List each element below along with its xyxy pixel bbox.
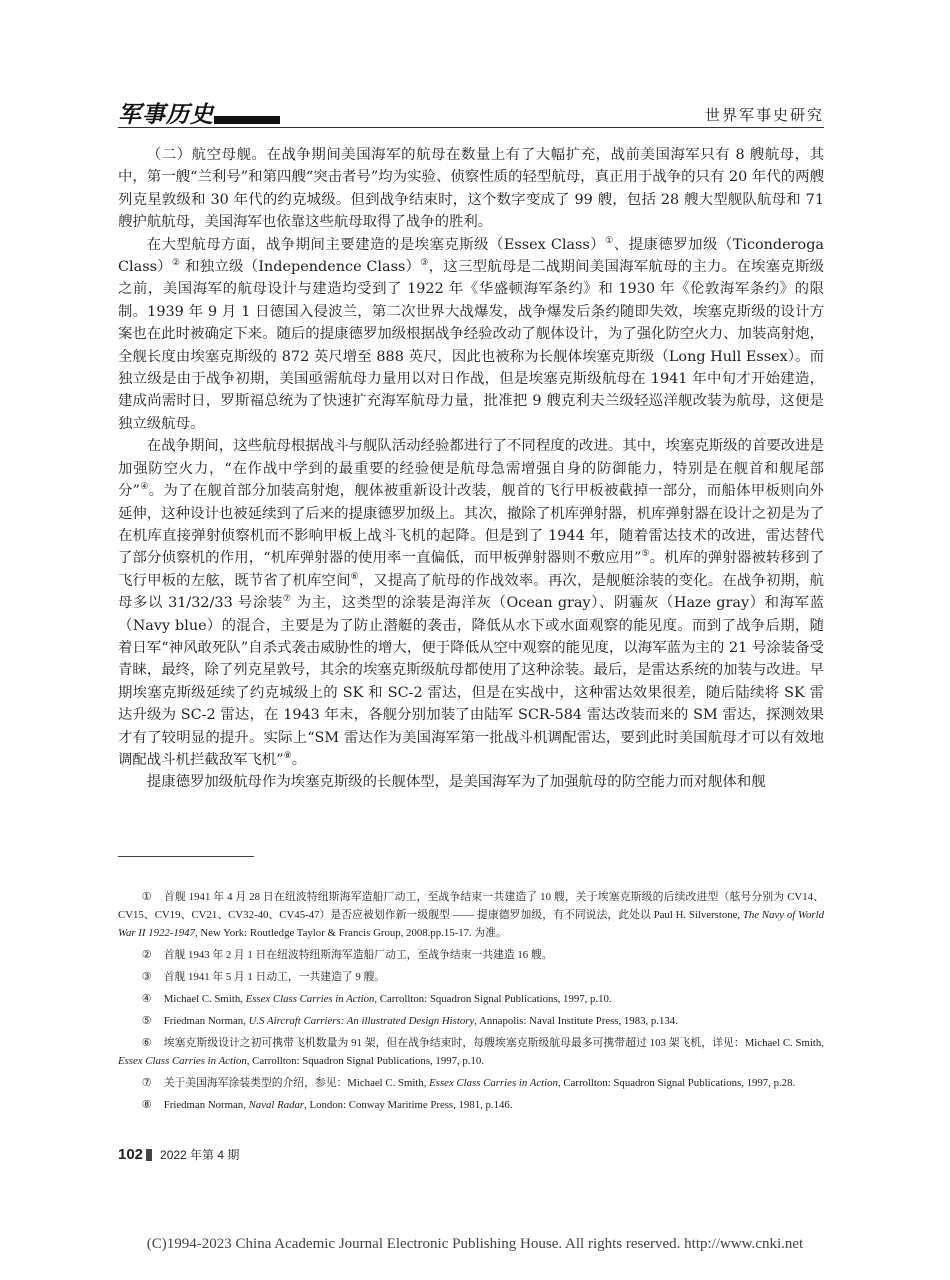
footnote	[118, 1034, 824, 1070]
footnote-title: Essex Class Carries in Action	[429, 1077, 558, 1089]
footnote-number: ③	[141, 971, 152, 983]
paragraph-3	[118, 435, 824, 771]
footnote-number: ⑥	[141, 1037, 152, 1049]
footnote-title: U.S Aircraft Carriers: An illustrated Design History	[248, 1015, 475, 1027]
footnote	[118, 946, 824, 964]
paragraph-text: ，这三型航母是二战期间美国海军航母的主力。在埃塞克斯级之前，美国海军的航母设计与建造均受到了 1922 年《华盛顿海军条约》和 1930 年《伦敦海军条约》的限制。1939 年 9 月 1 日德国入侵波兰，第二次世界大战爆发，战争爆发后条约随即失效，埃塞克斯级的设计方案也在此时被确定下来。随后的提康德罗加级根据战争经验改动了舰体设计，为了强化防空火力、加装高射炮，全舰长度由埃塞克斯级的 872 英尺增至 888 英尺，因此也被称为长舰体埃塞克斯级（Long Hull Essex）。而独立级是由于战争初期，美国亟需航母力量用以对日作战，但是埃塞克斯级航母在 1941 年中旬才开始建造，建成尚需时日，罗斯福总统为了快速扩充海军航母力量，批准把 9 艘克利夫兰级轻巡洋舰改装为航母，这便是独立级航母。	[118, 259, 824, 432]
footnote-ref[interactable]: ①	[605, 235, 614, 246]
footnote-text: , Carrollton: Squadron Signal Publications, 1997, p.10.	[374, 993, 612, 1005]
footnote-text: , London: Conway Maritime Press, 1981, p.146.	[304, 1099, 513, 1111]
footnote	[118, 888, 824, 942]
paragraph-text: 、提康德罗加级（Ticonderoga Class）	[118, 236, 824, 276]
footnote-text: 首舰 1941 年 5 月 1 日动工，一共建造了 9 艘。	[163, 971, 386, 983]
footnote-rule	[118, 856, 254, 857]
paragraph-text: 在大型航母方面，战争期间主要建造的是埃塞克斯级（Essex Class）	[146, 236, 606, 253]
paragraph-text: 在战争期间美国海军的航母在数量上有了大幅扩充，战前美国海军只有 8 艘航母，其中，第一艘“兰利号”和第四艘“突击者号”均为实验、侦察性质的轻型航母，真正用于战争的只有 20 年代的两艘列克星敦级和 30 年代的约克城级。但到战争结束时，这个数字变成了 99 艘，包括 28 艘大型舰队航母和 71 艘护航航母，美国海军也依靠这些航母取得了战争的胜利。	[118, 147, 824, 231]
header-rule	[118, 127, 824, 128]
footnote-text: , Annapolis: Naval Institute Press, 1983, p.134.	[474, 1015, 678, 1027]
copyright-watermark: (C)1994-2023 China Academic Journal Electronic Publishing House. All rights reserved. http://www.cnki.net	[146, 1236, 804, 1252]
footnote-title: Essex Class Carries in Action	[118, 1055, 247, 1067]
footnote	[118, 968, 824, 986]
footnote-ref[interactable]: ③	[420, 258, 429, 269]
footnote-ref[interactable]: ④	[140, 482, 149, 493]
footnote-ref[interactable]: ⑧	[283, 751, 292, 762]
footnote-ref[interactable]: ⑤	[641, 549, 650, 560]
section-title: 世界军事史研究	[704, 106, 824, 124]
paragraph-1	[118, 144, 824, 234]
footnote-text: Michael C. Smith,	[163, 993, 246, 1005]
paragraph-text: ，又提高了航母的作战效率。再次，是舰艇涂装的变化。在战争初期，航母多以 31/32/33 号涂装	[118, 572, 824, 612]
footnote-text: , New York: Routledge Taylor & Francis Group, 2008.pp.15-17. 为准。	[194, 927, 507, 939]
footnote-text: , Carrollton: Squadron Signal Publications, 1997, p.28.	[557, 1077, 796, 1089]
footnote-text: 首舰 1941 年 4 月 28 日在纽波特纽斯海军造船厂动工，至战争结束一共建造了 10 艘，关于埃塞克斯级的后续改进型（舷号分别为 CV14、CV15、CV19、CV21、CV32-40、CV45-47）是否应被划作新一级舰型 —— 提康德罗加级，有不同说法，此处以 Paul H. Silverstone,	[118, 891, 824, 921]
footnote-ref[interactable]: ②	[171, 258, 181, 269]
footnote-text: , Carrollton: Squadron Signal Publications, 1997, p.10.	[246, 1055, 485, 1067]
footnote-title: The Navy of World War II 1922-1947	[118, 909, 824, 939]
journal-logo: 军事历史	[118, 101, 214, 128]
footnote-text: Friedman Norman,	[163, 1099, 249, 1111]
footnote	[118, 990, 824, 1008]
footnote	[118, 1096, 824, 1114]
paragraph-text: 和独立级（Independence Class）	[180, 259, 421, 276]
footnote-text: Friedman Norman,	[163, 1015, 249, 1027]
page-marker	[146, 1149, 152, 1161]
logo-bar	[214, 116, 280, 124]
footnote-ref[interactable]: ⑥	[350, 571, 359, 582]
paragraph-4: 提康德罗加级航母作为埃塞克斯级的长舰体型，是美国海军为了加强航母的防空能力而对舰体和舰	[146, 774, 766, 791]
footnote-ref[interactable]: ⑦	[282, 594, 292, 605]
footnote-title: Naval Radar	[248, 1099, 305, 1111]
footnote-text: 埃塞克斯级设计之初可携带飞机数量为 91 架，但在战争结束时，每艘埃塞克斯级航母最多可携带超过 103 架飞机，详见：Michael C. Smith,	[163, 1037, 824, 1049]
paragraph-2	[118, 234, 824, 436]
footnote-number: ①	[141, 891, 152, 903]
footnote-number: ②	[141, 949, 152, 961]
footnote-number: ⑦	[141, 1077, 152, 1089]
footnote-text: 关于美国海军涂装类型的介绍，参见：Michael C. Smith,	[163, 1077, 430, 1089]
footnote	[118, 1074, 824, 1092]
page-footer	[118, 1144, 239, 1164]
running-header	[118, 96, 824, 130]
footnote-number: ⑤	[141, 1015, 152, 1027]
page-number: 102	[118, 1146, 144, 1163]
footnotes	[118, 888, 824, 1118]
paragraph-text: 在战争期间，这些航母根据战斗与舰队活动经验都进行了不同程度的改进。其中，埃塞克斯级的首要改进是加强防空火力，“在作战中学到的最重要的经验便是航母急需增强自身的防御能力，特别是在舰首和舰尾部分”	[118, 438, 824, 500]
section-lead: （二）航空母舰。	[146, 147, 267, 163]
footnote	[118, 1012, 824, 1030]
issue-label: 2022 年第 4 期	[160, 1148, 240, 1162]
paragraph-text: 为主，这类型的涂装是海洋灰（Ocean gray）、阴霾灰（Haze gray）和海军蓝（Navy blue）的混合，主要是为了防止潜艇的袭击，降低从水下或水面观察的能见度。而到了战争后期，随着日军“神风敢死队”自杀式袭击威胁性的增大，便于降低从空中观察的能见度，以海军蓝为主的 21 号涂装备受青睐，最终，除了列克星敦号，其余的埃塞克斯级航母都使用了这种涂装。最后，是雷达系统的加装与改进。早期埃塞克斯级延续了约克城级上的 SK 和 SC-2 雷达，但是在实战中，这种雷达效果很差，随后陆续将 SK 雷达升级为 SC-2 雷达，在 1943 年末，各舰分别加装了由陆军 SCR-584 雷达改装而来的 SM 雷达，探测效果才有了较明显的提升。实际上“SM 雷达作为美国海军第一批战斗机调配雷达，要到此时美国航母才可以有效地调配战斗机拦截敌军飞机”	[118, 595, 825, 768]
footnote-number: ④	[141, 993, 152, 1005]
paragraph-text: 。	[291, 751, 307, 768]
footnote-title: Essex Class Carries in Action	[245, 993, 375, 1005]
paragraph-text: 。机库的弹射器被转移到了飞行甲板的左舷，既节省了机库空间	[118, 550, 824, 589]
paragraph-text: 。为了在舰首部分加装高射炮，舰体被重新设计改装，舰首的飞行甲板被截掉一部分，而船体甲板则向外延伸，这种设计也被延续到了后来的提康德罗加级上。其次，撤除了机库弹射器，机库弹射器在设计之初是为了在机库直接弹射侦察机而不影响甲板上战斗飞机的起降。但是到了 1944 年，随着雷达技术的改进，雷达替代了部分侦察机的作用，“机库弹射器的使用率一直偏低，而甲板弹射器则不敷应用”	[118, 483, 824, 567]
article-body	[118, 144, 824, 794]
footnote-number: ⑧	[141, 1099, 152, 1111]
footnote-text: 首舰 1943 年 2 月 1 日在纽波特纽斯海军造船厂动工，至战争结束一共建造 16 艘。	[163, 949, 553, 961]
